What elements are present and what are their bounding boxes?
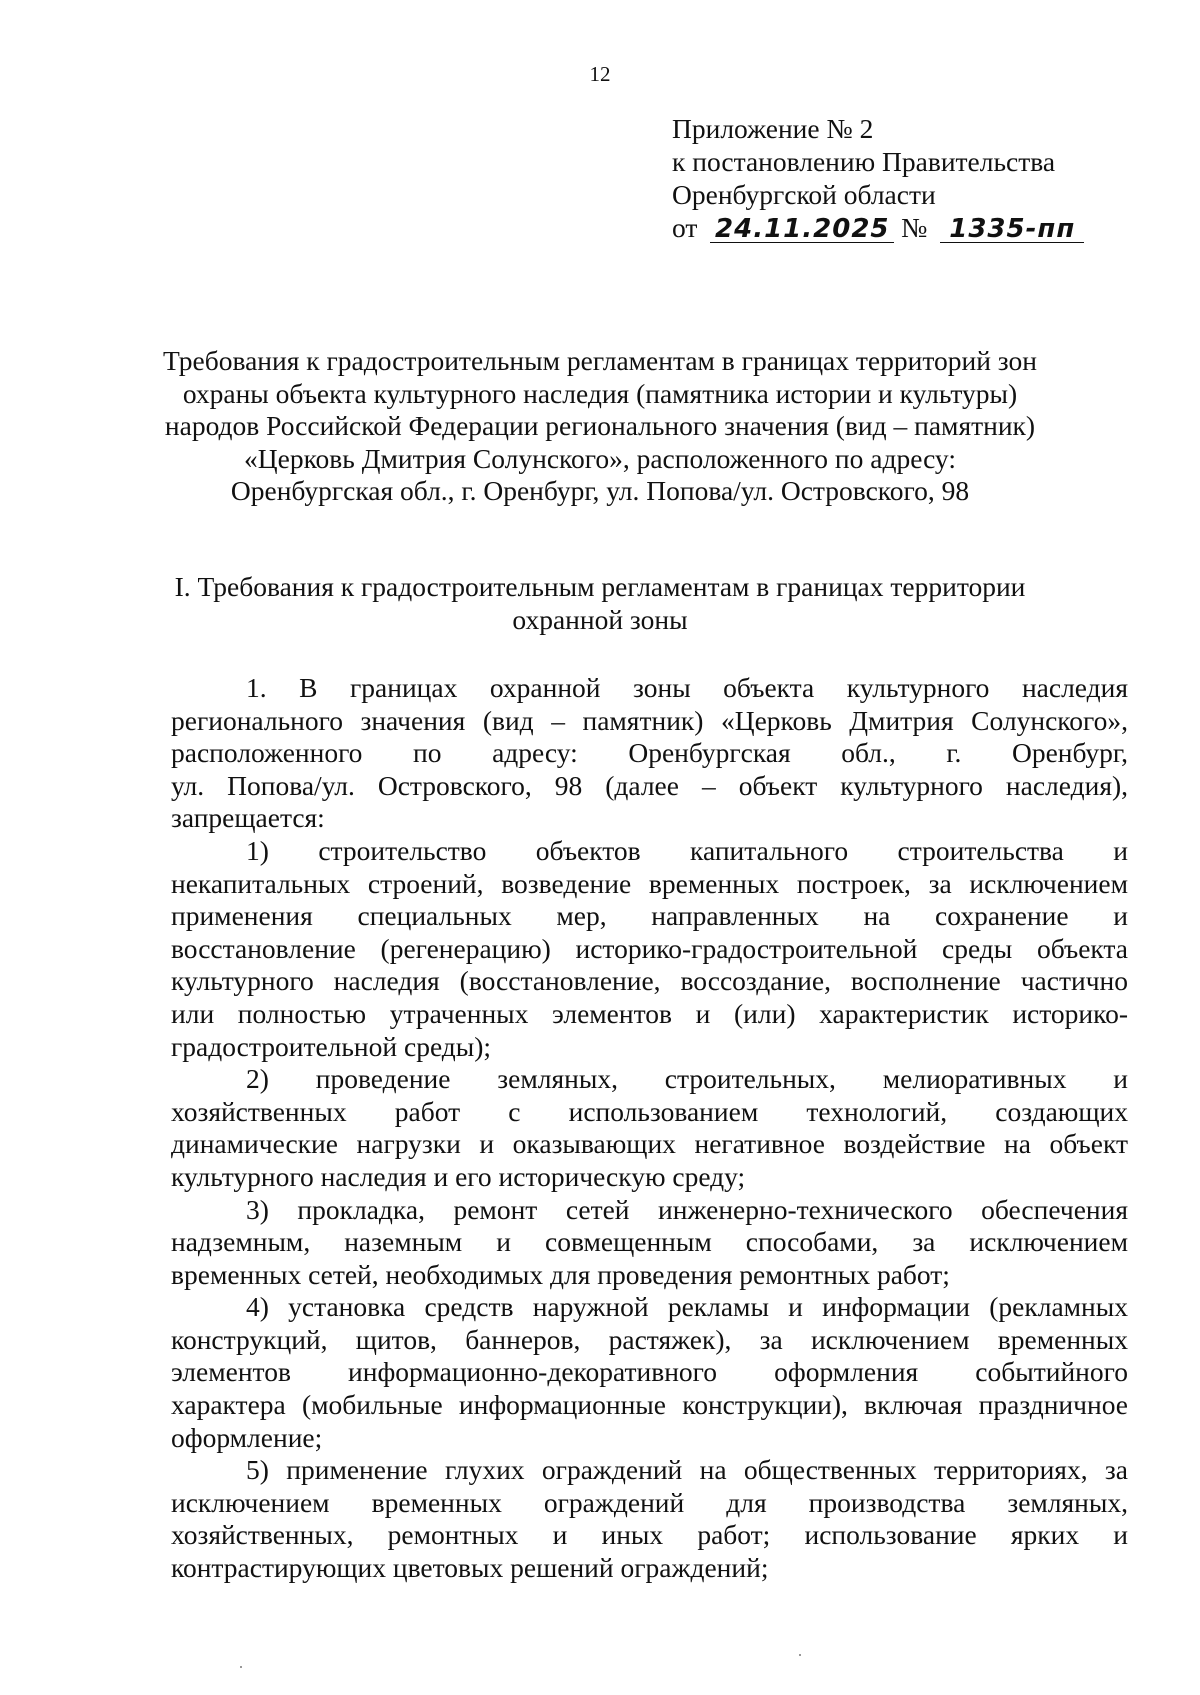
- paragraph-line: ул. Попова/ул. Островского, 98 (далее – объект культурного наследия),: [171, 769, 1128, 801]
- paragraph-p4: [171, 1194, 1128, 1292]
- paragraph-line: запрещается:: [171, 802, 325, 834]
- section-heading: [150, 570, 1050, 636]
- paragraph-line: контрастирующих цветовых решений ограждений;: [171, 1552, 769, 1584]
- page-number: 12: [589, 62, 611, 86]
- title-line: Оренбургская обл., г. Оренбург, ул. Попова/ул. Островского, 98: [230, 475, 970, 506]
- section-heading-line: охранной зоны: [512, 604, 688, 635]
- paragraph-line: конструкций, щитов, баннеров, растяжек), за исключением временных: [171, 1323, 1128, 1355]
- paragraph-line: применения специальных мер, направленных на сохранение и: [171, 900, 1128, 932]
- paragraph-line: надземным, наземным и совмещенным способами, за исключением: [171, 1226, 1128, 1258]
- paragraph-line: культурного наследия (восстановление, воссоздание, восполнение частично: [171, 965, 1128, 997]
- paragraph-p1: [171, 672, 1128, 835]
- paragraph-line: градостроительной среды);: [171, 1030, 492, 1062]
- document-title: [150, 345, 1050, 508]
- paragraph-line: элементов информационно-декоративного оформления событийного: [171, 1356, 1128, 1388]
- paragraph-line: культурного наследия и его историческую среду;: [171, 1160, 746, 1192]
- paragraph-line: регионального значения (вид – памятник) «Церковь Дмитрия Солунского»,: [171, 704, 1128, 736]
- paragraph-line: исключением временных ограждений для производства земляных,: [171, 1486, 1128, 1518]
- paragraph-line: расположенного по адресу: Оренбургская обл., г. Оренбург,: [171, 737, 1128, 769]
- date-prefix: от: [672, 212, 698, 243]
- handwritten-date: 24.11.2025: [710, 216, 894, 243]
- scan-speck: [240, 1666, 242, 1668]
- paragraph-line: 1. В границах охранной зоны объекта культурного наследия: [246, 672, 1128, 703]
- paragraph-line: восстановление (регенерацию) историко-градостроительной среды объекта: [171, 932, 1128, 964]
- paragraph-line: хозяйственных, ремонтных и иных работ; использование ярких и: [171, 1519, 1128, 1551]
- title-line: охраны объекта культурного наследия (памятника истории и культуры): [182, 377, 1018, 409]
- paragraph-line: хозяйственных работ с использованием технологий, создающих: [171, 1095, 1128, 1127]
- paragraph-line: 4) установка средств наружной рекламы и информации (рекламных: [246, 1291, 1128, 1323]
- section-heading-line: I. Требования к градостроительным регламентам в границах территории: [174, 571, 1026, 602]
- title-line: народов Российской Федерации регионального значения (вид – памятник): [164, 410, 1036, 441]
- title-line: Требования к градостроительным регламентам в границах территорий зон: [163, 345, 1037, 376]
- title-line: «Церковь Дмитрия Солунского», расположенного по адресу:: [244, 442, 956, 474]
- number-sign: №: [901, 212, 928, 243]
- paragraph-line: некапитальных строений, возведение временных построек, за исключением: [171, 867, 1128, 899]
- body-text: [171, 672, 1128, 1585]
- paragraph-p5: [171, 1291, 1128, 1454]
- paragraph-line: оформление;: [171, 1421, 323, 1453]
- paragraph-line: 1) строительство объектов капитального строительства и: [246, 834, 1128, 866]
- paragraph-line: временных сетей, необходимых для проведения ремонтных работ;: [171, 1258, 950, 1290]
- paragraph-p2: [171, 835, 1128, 1063]
- appendix-line-3: Оренбургской области: [672, 179, 936, 210]
- appendix-line-1: Приложение № 2: [672, 113, 874, 144]
- paragraph-p3: [171, 1063, 1128, 1193]
- paragraph-line: 3) прокладка, ремонт сетей инженерно-технического обеспечения: [246, 1193, 1128, 1225]
- appendix-header: [672, 112, 1142, 244]
- appendix-date-number-line: [672, 211, 1142, 244]
- paragraph-p6: [171, 1454, 1128, 1584]
- paragraph-line: 2) проведение земляных, строительных, мелиоративных и: [246, 1063, 1128, 1095]
- handwritten-number: 1335-пп: [940, 216, 1084, 243]
- scan-speck: [799, 1654, 801, 1656]
- paragraph-line: динамические нагрузки и оказывающих негативное воздействие на объект: [171, 1128, 1128, 1160]
- paragraph-line: или полностью утраченных элементов и (или) характеристик историко-: [171, 997, 1128, 1029]
- paragraph-line: характера (мобильные информационные конструкции), включая праздничное: [171, 1389, 1128, 1421]
- paragraph-line: 5) применение глухих ограждений на общественных территориях, за: [246, 1454, 1128, 1486]
- appendix-line-2: к постановлению Правительства: [672, 146, 1056, 177]
